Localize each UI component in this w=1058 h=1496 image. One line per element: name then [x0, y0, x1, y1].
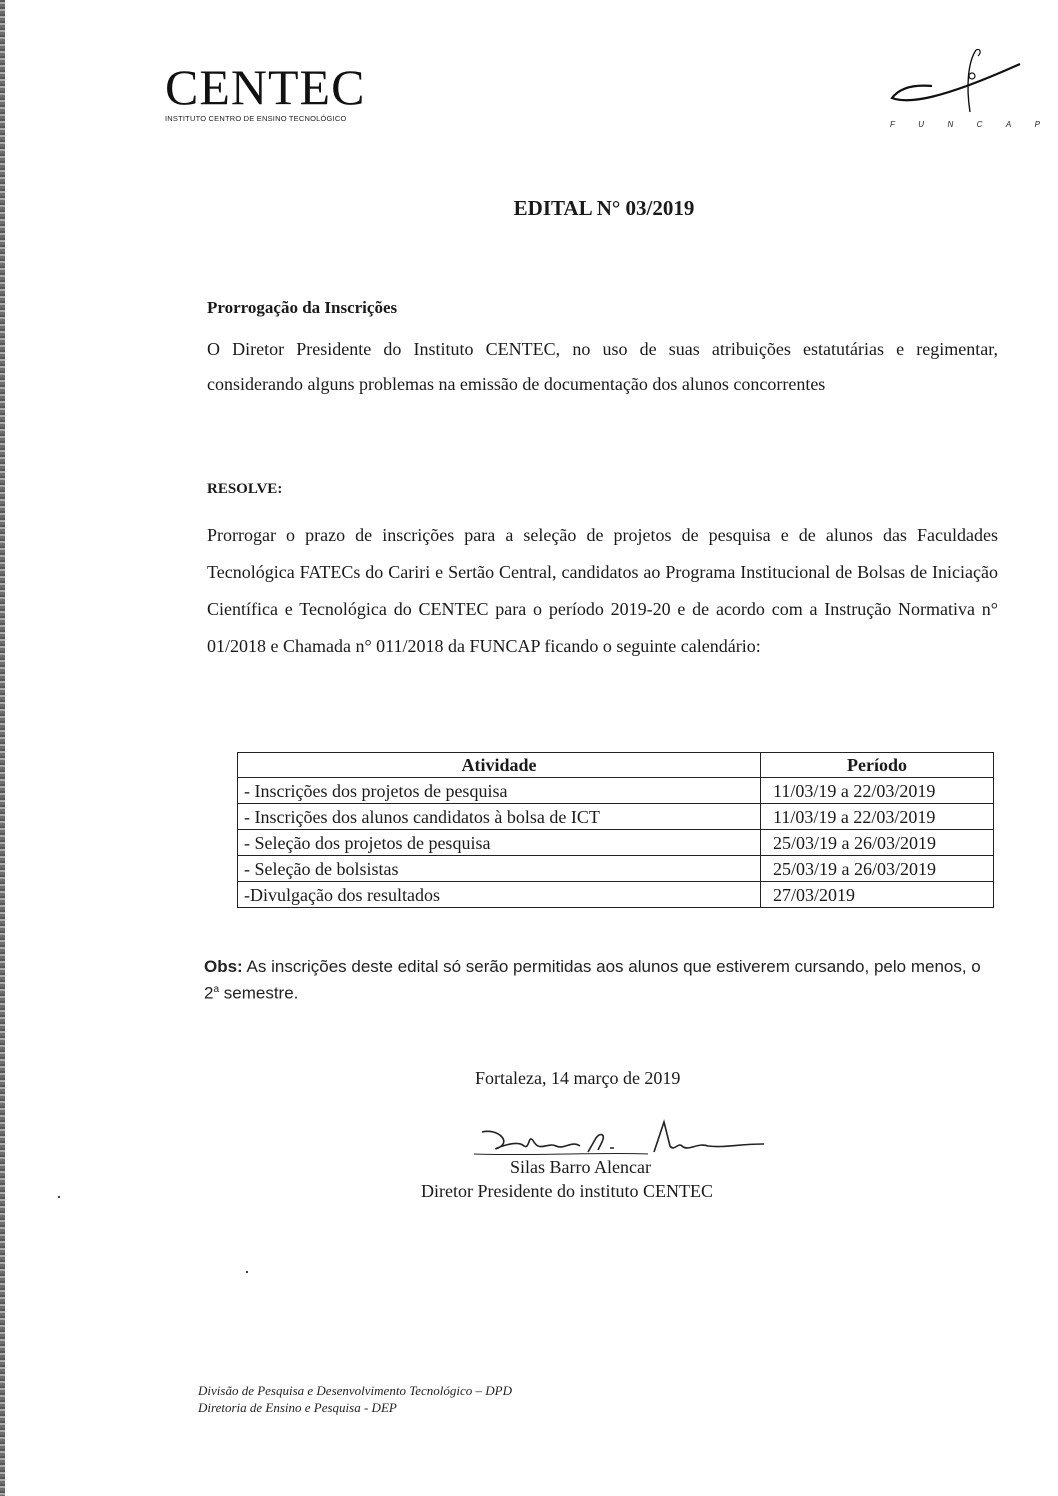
activity-cell: - Inscrições dos alunos candidatos à bolsa de ICT: [238, 804, 761, 830]
footer-line: Diretoria de Ensino e Pesquisa - DEP: [198, 1400, 397, 1415]
centec-logo-name: CENTEC: [165, 59, 366, 115]
handwritten-signature: [468, 1112, 778, 1162]
intro-paragraph: O Diretor Presidente do Instituto CENTEC, no uso de suas atribuições estatutárias e regimentar, considerando alguns problemas na emissão de documentação dos alunos concorrentes: [207, 339, 998, 394]
schedule-table: [237, 752, 994, 908]
observation-label: Obs:: [204, 957, 243, 976]
column-header-activity: Atividade: [238, 753, 761, 778]
period-cell: 11/03/19 a 22/03/2019: [761, 804, 994, 830]
funcap-letter: N: [947, 120, 954, 129]
footer-line: Divisão de Pesquisa e Desenvolvimento Tecnológico – DPD: [198, 1383, 512, 1398]
observation-text-end: semestre.: [219, 983, 299, 1003]
table-row: [238, 856, 994, 882]
scan-speck: [246, 1271, 248, 1273]
resolution-paragraph: Prorrogar o prazo de inscrições para a seleção de projetos de pesquisa e de alunos das Faculdades Tecnológica FATECs do Cariri e Sertão Central, candidatos ao Programa Institucional de Bolsas de Iniciação Científica e Tecnológica do CENTEC para o período 2019-20 e de acordo com a Instrução Normativa n° 01/2018 e Chamada n° 011/2018 da FUNCAP ficando o seguinte calendário:: [207, 525, 998, 656]
centec-logo-subtitle: INSTITUTO CENTRO DE ENSINO TECNOLÓGICO: [165, 114, 347, 123]
table-row: [238, 804, 994, 830]
funcap-letter: P: [1034, 120, 1040, 129]
activity-cell: -Divulgação dos resultados: [238, 882, 761, 908]
period-cell: 25/03/19 a 26/03/2019: [761, 830, 994, 856]
footer: [198, 1382, 512, 1416]
funcap-logo: [880, 42, 1040, 152]
funcap-letters: [890, 120, 1040, 129]
document-subtitle: Prorrogação da Inscrições: [207, 298, 398, 317]
observation-note: [204, 955, 996, 1005]
funcap-emblem-icon: [880, 42, 1040, 122]
resolve-label: RESOLVE:: [207, 481, 283, 497]
table-row: [238, 778, 994, 804]
signer-role: Diretor Presidente do instituto CENTEC: [421, 1181, 713, 1201]
scan-speck: [58, 1196, 60, 1198]
activity-cell: - Seleção de bolsistas: [238, 856, 761, 882]
signer-name: Silas Barro Alencar: [510, 1157, 651, 1177]
column-header-period: Período: [761, 753, 994, 778]
funcap-letter: F: [890, 120, 895, 129]
activity-cell: - Inscrições dos projetos de pesquisa: [238, 778, 761, 804]
document-title: EDITAL N° 03/2019: [513, 196, 695, 220]
place-and-date: Fortaleza, 14 março de 2019: [475, 1068, 681, 1088]
table-row: [238, 830, 994, 856]
funcap-letter: C: [976, 120, 983, 129]
funcap-letter: A: [1005, 120, 1012, 129]
observation-superscript: a: [213, 984, 220, 995]
table-header-row: [238, 753, 994, 778]
period-cell: 25/03/19 a 26/03/2019: [761, 856, 994, 882]
observation-text: As inscrições deste edital só serão permitidas aos alunos que estiverem cursando, pelo menos, o 2: [204, 957, 981, 1003]
centec-logo: [165, 59, 375, 123]
scan-edge: [0, 0, 5, 1496]
table-row: [238, 882, 994, 908]
activity-cell: - Seleção dos projetos de pesquisa: [238, 830, 761, 856]
period-cell: 27/03/2019: [761, 882, 994, 908]
funcap-letter: U: [918, 120, 925, 129]
period-cell: 11/03/19 a 22/03/2019: [761, 778, 994, 804]
